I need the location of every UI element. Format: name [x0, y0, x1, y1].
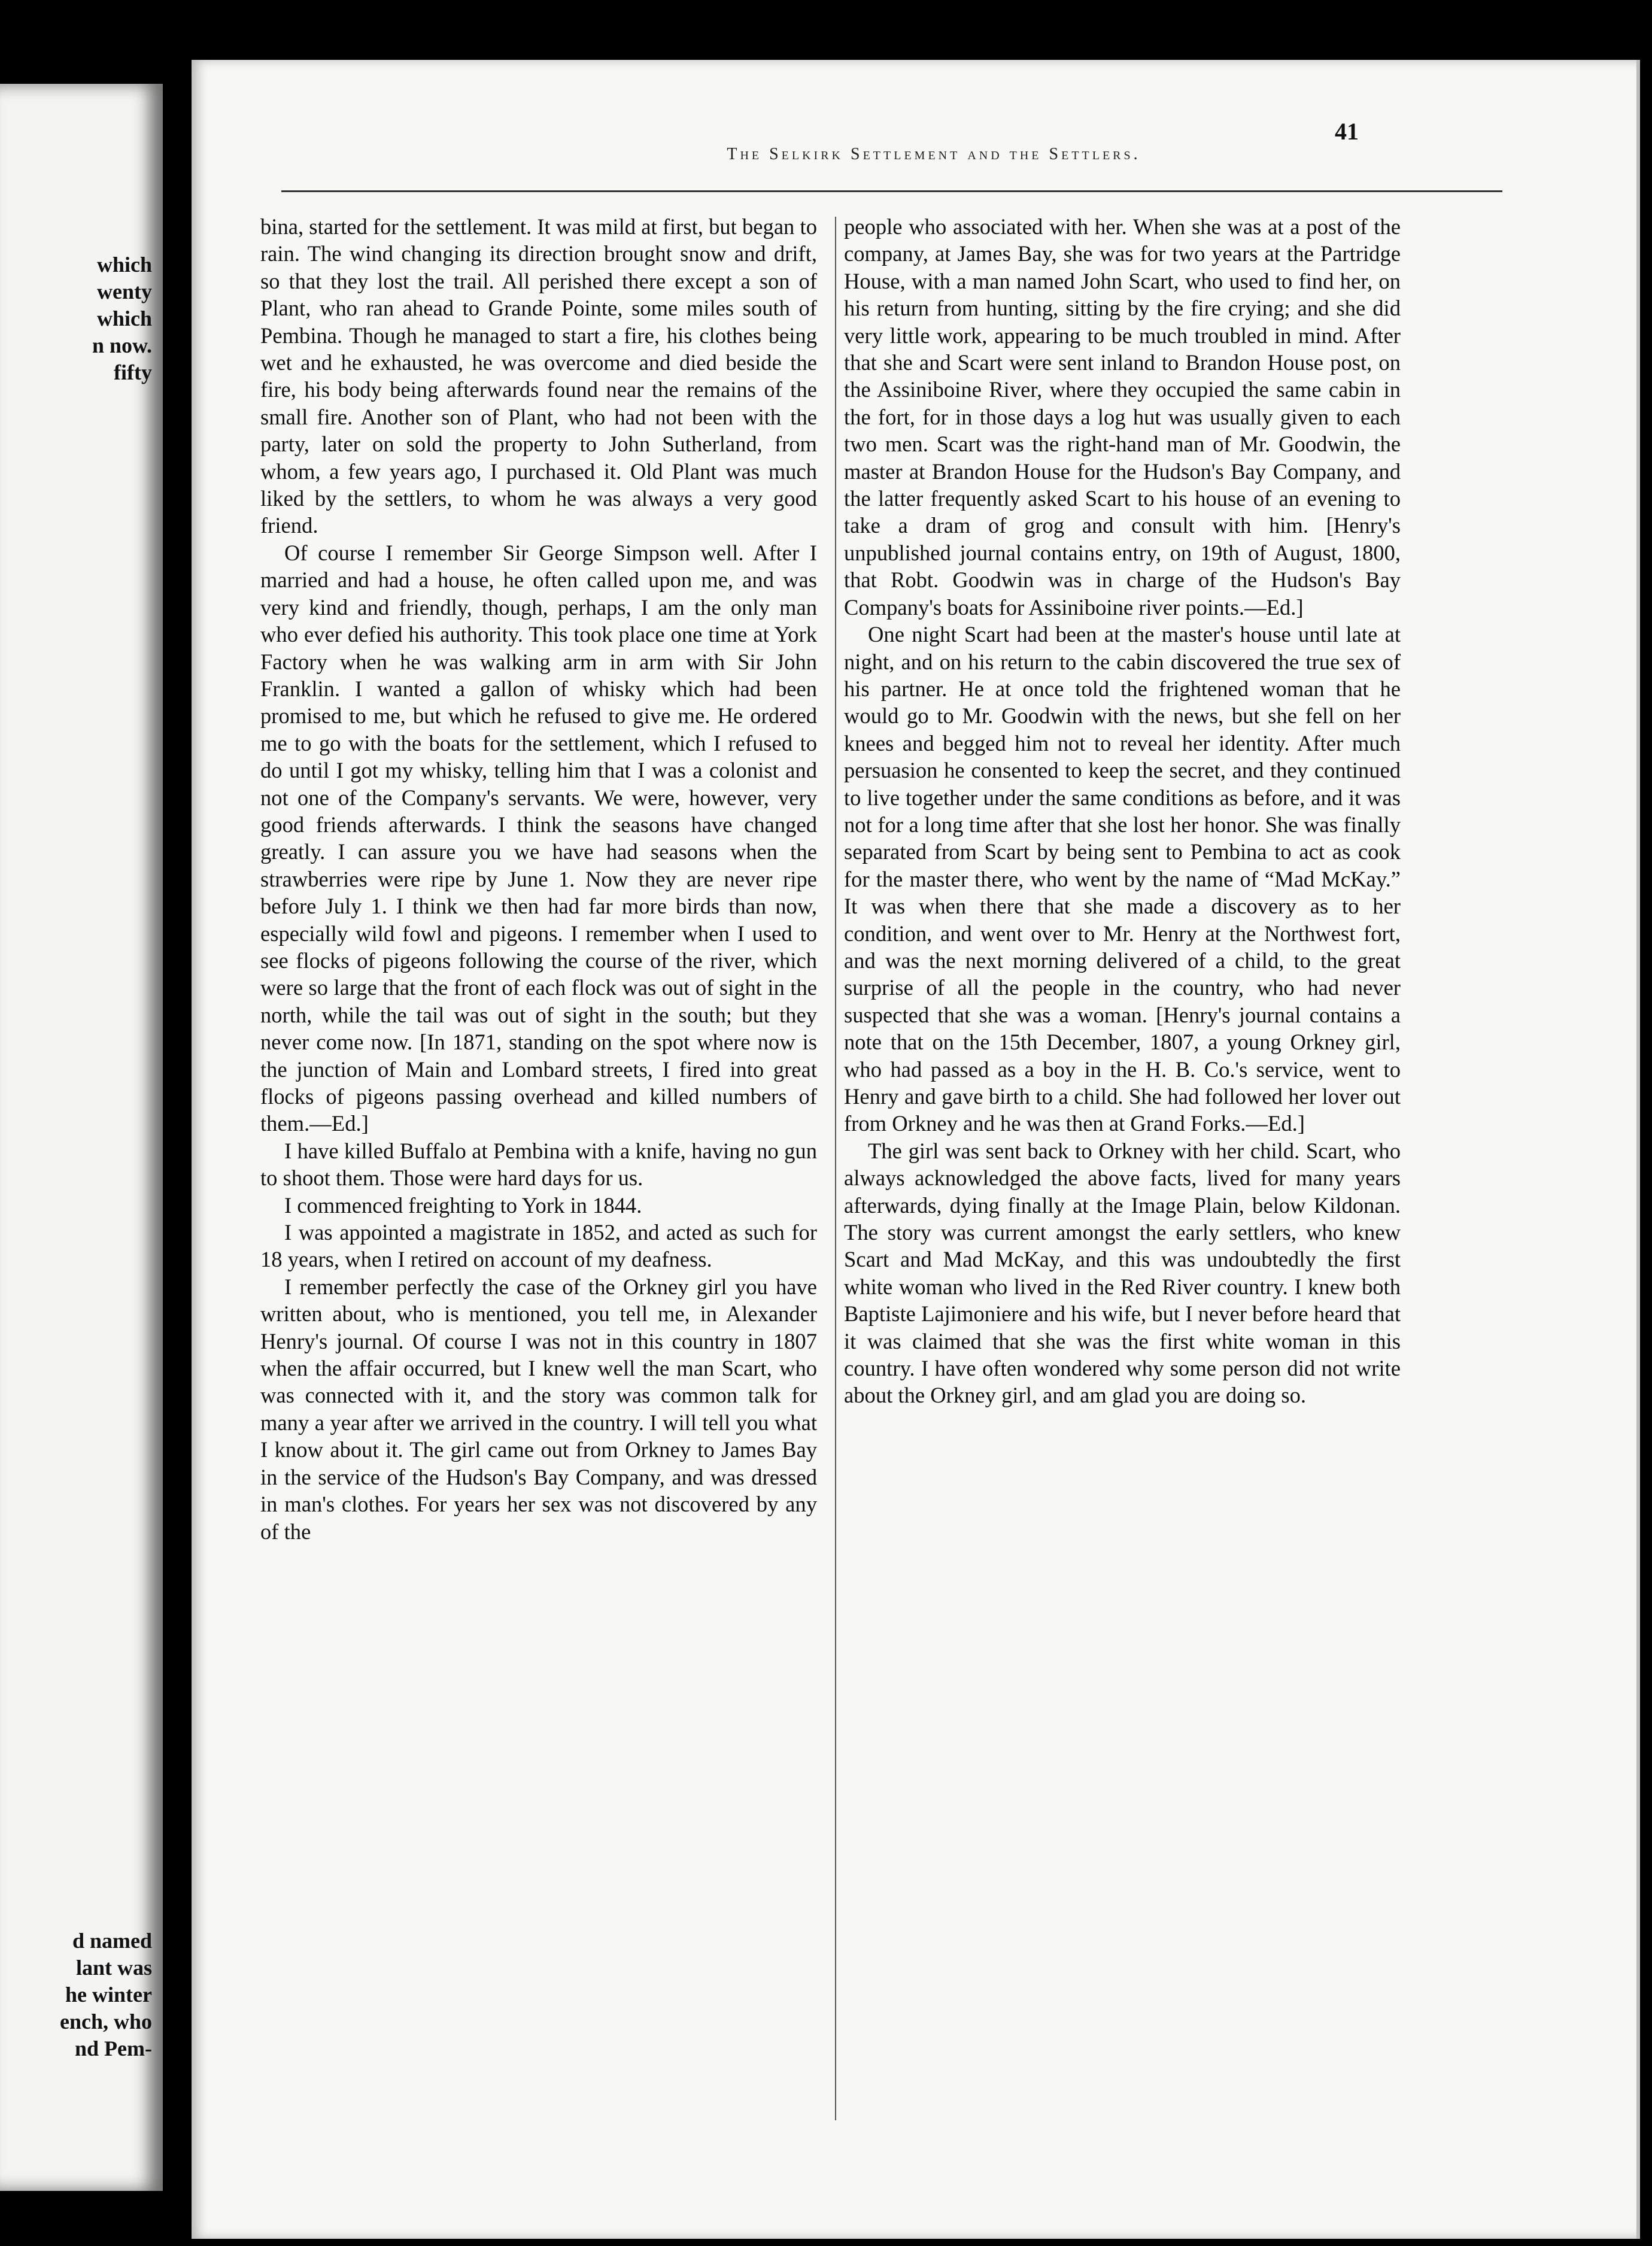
- fragment-line: ench, who: [59, 2010, 152, 2033]
- running-title: The Selkirk Settlement and the Settlers.: [727, 145, 1141, 163]
- page: [192, 60, 1640, 2239]
- paragraph: The girl was sent back to Orkney with her child. Scart, who always acknowledged the above facts, lived for many years afterwards, dying finally at the Image Plain, below Kildonan. The story was current amongst the early settlers, who knew Scart and Mad McKay, and this was undoubtedly the first white woman who lived in the Red River country. I knew both Baptiste Lajimoniere and his wife, but I never before heard that it was claimed that she was the first white woman in this country. I have often wondered why some person did not write about the Orkney girl, and am glad you are doing so.: [844, 1138, 1401, 1408]
- paragraph: bina, started for the settlement. It was mild at first, but began to rain. The wind changing its direction brought snow and drift, so that they lost the trail. All perished there except a son of Plant, who ran ahead to Grande Pointe, some miles south of Pembina. Though he managed to start a fire, his clothes being wet and he exhausted, he was overcome and died beside the fire, his body being afterwards found near the remains of the small fire. Another son of Plant, who had not been with the party, later on sold the property to John Sutherland, from whom, a few years ago, I purchased it. Old Plant was much liked by the settlers, to whom he was always a very good friend.: [260, 214, 817, 538]
- previous-page-bottom-fragments: [60, 1928, 152, 2062]
- paragraph: people who associated with her. When she was at a post of the company, at James Bay, she was for two years at the Partridge House, with a man named John Scart, who used to find her, on his return from hunting, sitting by the fire crying; and she did very little work, appearing to be much troubled in mind. After that she and Scart were sent inland to Brandon House post, on the Assiniboine River, where they occupied the same cabin in the fort, for in those days a log hut was usually given to each two men. Scart was the right-hand man of Mr. Goodwin, the master at Brandon House for the Hudson's Bay Company, and the latter frequently asked Scart to his house of an evening to take a dram of grog and consult with him. [Henry's unpublished journal contains entry, on 19th of August, 1800, that Robt. Goodwin was in charge of the Hudson's Bay Company's boats for Assiniboine river points.—Ed.]: [844, 214, 1401, 620]
- right-column: [844, 213, 1401, 1409]
- fragment-line: n now.: [92, 333, 152, 357]
- header-rule: [281, 190, 1502, 192]
- previous-page-fragment: [0, 84, 163, 2191]
- fragment-line: which: [96, 306, 152, 330]
- paragraph: I have killed Buffalo at Pembina with a knife, having no gun to shoot them. Those were hard days for us.: [260, 1138, 817, 1191]
- paragraph: One night Scart had been at the master's house until late at night, and on his return to the cabin discovered the true sex of his partner. He at once told the frightened woman that he would go to Mr. Goodwin with the news, but she fell on her knees and begged him not to reveal her identity. After much persuasion he consented to keep the secret, and they continued to live together under the same conditions as before, and it was not for a long time after that she lost her honor. She was finally separated from Scart by being sent to Pembina to act as cook for the master there, who went by the name of “Mad McKay.” It was when there that she made a discovery as to her condition, and went over to Mr. Henry at the Northwest fort, and was the next morning delivered of a child, to the great surprise of all the people in the country, who had never suspected that she was a woman. [Henry's journal contains a note that on the 15th December, 1807, a young Orkney girl, who had passed as a boy in the H. B. Co.'s service, went to Henry and gave birth to a child. She had followed her lover out from Orkney and he was then at Grand Forks.—Ed.]: [844, 622, 1401, 1136]
- page-edge: [1636, 60, 1640, 2239]
- fragment-line: fifty: [114, 360, 152, 384]
- paragraph: I remember perfectly the case of the Orkney girl you have written about, who is mentioned, you tell me, in Alexander Henry's journal. Of course I was not in this country in 1807 when the affair occurred, but I knew well the man Scart, who was connected with it, and the story was common talk for many a year after we arrived in the country. I will tell you what I know about it. The girl came out from Orkney to James Bay in the service of the Hudson's Bay Company, and was dressed in man's clothes. For years her sex was not discovered by any of the: [260, 1274, 817, 1544]
- paragraph: Of course I remember Sir George Simpson well. After I married and had a house, he often called upon me, and was very kind and friendly, though, perhaps, I am the only man who ever defied his authority. This took place one time at York Factory when he was walking arm in arm with Sir John Franklin. I wanted a gallon of whisky which had been promised to me, but which he refused to give me. He ordered me to go with the boats for the settlement, which I refused to do until I got my whisky, telling him that I was a colonist and not one of the Company's servants. We were, however, very good friends afterwards. I think the seasons have changed greatly. I can assure you we have had seasons when the strawberries were ripe by June 1. Now they are never ripe before July 1. I think we then had far more birds than now, especially wild fowl and pigeons. I remember when I used to see flocks of pigeons following the course of the river, which were so large that the front of each flock was out of sight in the north, while the tail was out of sight in the south; but they never come now. [In 1871, standing on the spot where now is the junction of Main and Lombard streets, I fired into great flocks of pigeons passing overhead and killed numbers of them.—Ed.]: [260, 540, 817, 1136]
- previous-page-top-fragments: [92, 251, 152, 386]
- fragment-line: d named: [72, 1929, 152, 1953]
- paragraph: I was appointed a magistrate in 1852, and acted as such for 18 years, when I retired on account of my deafness.: [260, 1220, 817, 1272]
- page-number: 41: [1335, 118, 1359, 145]
- paragraph: I commenced freighting to York in 1844.: [284, 1192, 642, 1218]
- fragment-line: he winter: [65, 1983, 152, 2007]
- column-divider: [835, 217, 836, 2120]
- fragment-line: wenty: [97, 280, 152, 303]
- fragment-line: nd Pem-: [75, 2036, 152, 2060]
- fragment-line: which: [96, 253, 152, 277]
- left-column: [260, 213, 817, 1545]
- fragment-line: lant was: [75, 1956, 152, 1980]
